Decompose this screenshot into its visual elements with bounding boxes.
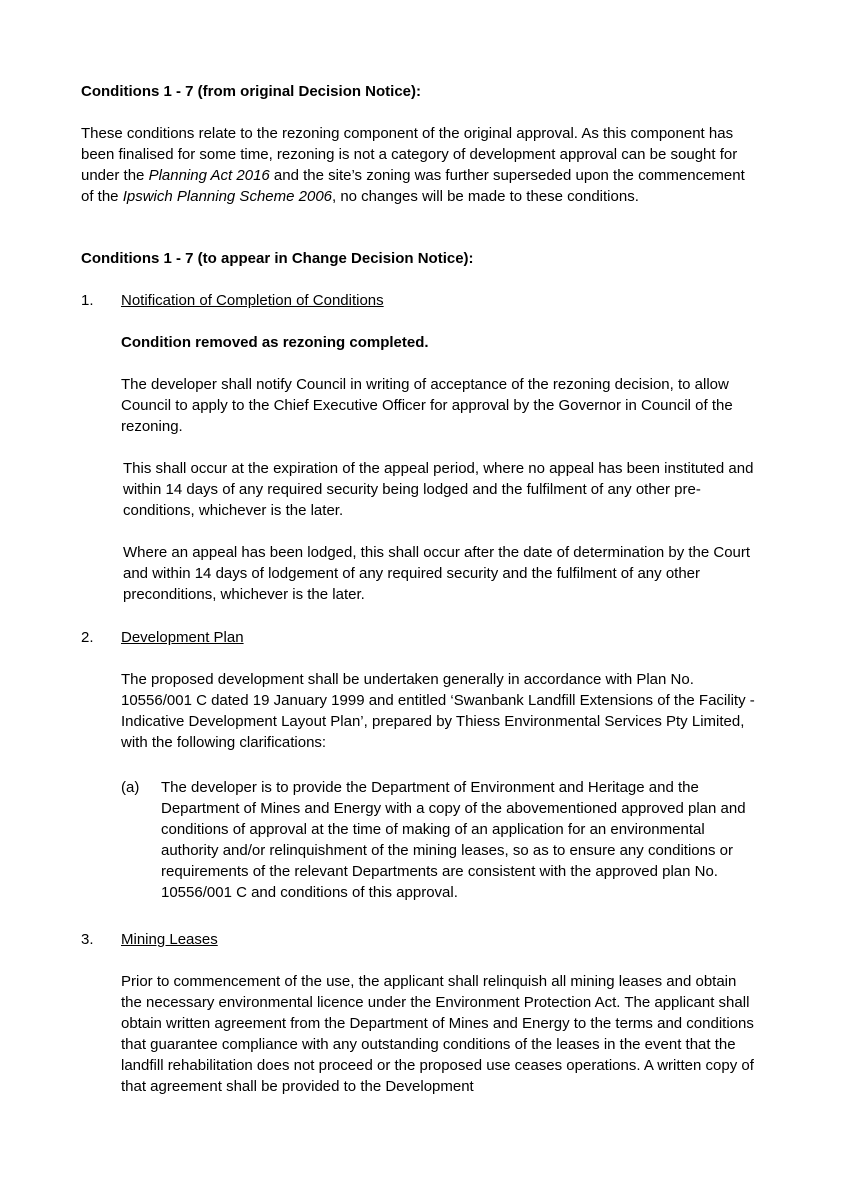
heading-change-conditions: Conditions 1 - 7 (to appear in Change Decision Notice): (81, 250, 474, 267)
intro-act-name: Planning Act 2016 (148, 167, 270, 184)
condition-2-sub-a-text: The developer is to provide the Department of Environment and Heritage and the Department of Mines and Energy with a copy of the abovementioned approved plan and conditions of approval at the time of making of an application for an environmental authority and/or relinquishment of the mining leases, so as to ensure any conditions or requirements of the relevant Departments are consistent with the approved plan No. 10556/001 C and conditions of this approval. (161, 779, 746, 901)
intro-scheme-name: Ipswich Planning Scheme 2006 (122, 188, 332, 205)
condition-1-paragraph-1: The developer shall notify Council in writing of acceptance of the rezoning decision, to allow Council to apply to the Chief Executive Officer for approval by the Governor in Council of the rezoning. (121, 376, 733, 435)
condition-2-number: 2. (81, 629, 94, 646)
condition-2-sub-a-label: (a) (121, 779, 140, 796)
intro-text-1: These conditions relate to the rezoning component of the original approval. As this component has been finalised for some time, rezoning is not a category of development approval can be sought for under the (81, 125, 738, 184)
condition-2-paragraph-1: The proposed development shall be undertaken generally in accordance with Plan No. 10556/001 C dated 19 January 1999 and entitled ‘Swanbank Landfill Extensions of the Facility - Indicative Development Layout Plan’, prepared by Thiess Environmental Services Pty Limited, with the following clarifications: (121, 671, 755, 751)
intro-text-2: and the site’s zoning was further superseded upon the commencement of the (81, 167, 745, 205)
heading-original-conditions: Conditions 1 - 7 (from original Decision Notice): (81, 83, 422, 100)
condition-2-title: Development Plan (121, 629, 244, 646)
condition-1-note: Condition removed as rezoning completed. (121, 334, 429, 351)
condition-1-paragraph-3: Where an appeal has been lodged, this shall occur after the date of determination by the Court and within 14 days of lodgement of any required security and the fulfilment of any other preconditions, whichever is the later. (123, 544, 751, 603)
condition-1-title: Notification of Completion of Conditions (121, 292, 384, 309)
condition-3-paragraph-1: Prior to commencement of the use, the applicant shall relinquish all mining leases and obtain the necessary environmental licence under the Environment Protection Act. The applicant shall obtain written agreement from the Department of Mines and Energy to the terms and conditions that guarantee compliance with any outstanding conditions of the leases in the event that the landfill rehabilitation does not proceed or the proposed use ceases operations. A written copy of that agreement shall be provided to the Development (121, 973, 754, 1095)
condition-3-title: Mining Leases (121, 931, 218, 948)
condition-1-number: 1. (81, 292, 94, 309)
intro-text-3: , no changes will be made to these conditions. (332, 188, 639, 205)
intro-paragraph (81, 123, 751, 207)
condition-3-number: 3. (81, 931, 94, 948)
condition-1-paragraph-2: This shall occur at the expiration of the appeal period, where no appeal has been instituted and within 14 days of any required security being lodged and the fulfilment of any other pre-conditions, whichever is the later. (123, 460, 754, 519)
